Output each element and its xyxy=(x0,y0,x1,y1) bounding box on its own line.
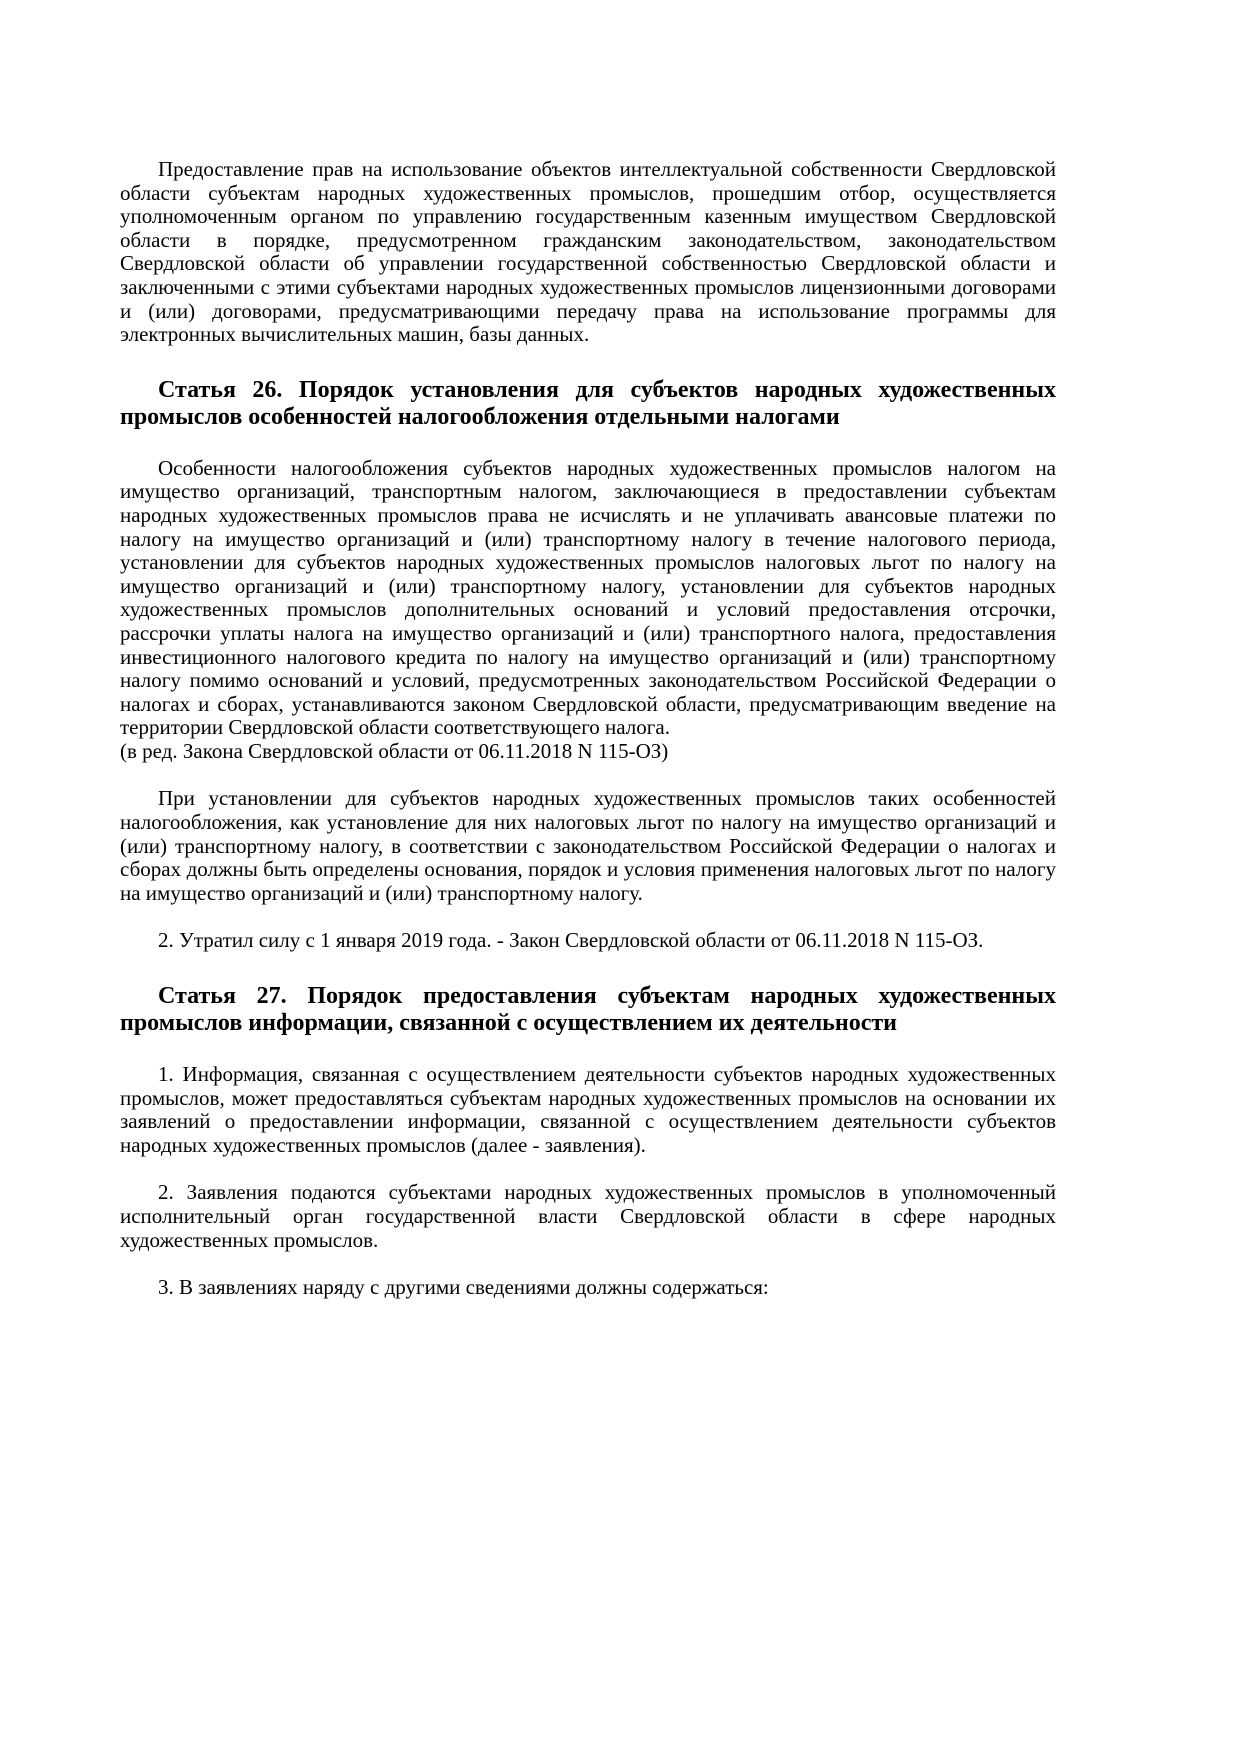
paragraph-item-1: 1. Информация, связанная с осуществлением деятельности субъектов народных художественных промыслов, может предоставляться субъектам народных художественных промыслов на основании их заявлений о предоставлении информации, связанной с осуществлением деятельности субъектов народных художественных промыслов (далее - заявления). xyxy=(120,1062,1056,1157)
paragraph-ip-rights: Предоставление прав на использование объектов интеллектуальной собственности Свердловской области субъектам народных художественных промыслов, прошедшим отбор, осуществляется уполномоченным органом по управлению государственным казенным имуществом Свердловской области в порядке, предусмотренном гражданским законодательством, законодательством Свердловской области об управлении государственной собственностью Свердловской области и заключенными с этими субъектами народных художественных промыслов лицензионными договорами и (или) договорами, предусматривающими передачу права на использование программы для электронных вычислительных машин, базы данных. xyxy=(120,157,1056,347)
paragraph-item-3: 3. В заявлениях наряду с другими сведениями должны содержаться: xyxy=(158,1275,769,1300)
document-page xyxy=(120,158,1056,1300)
paragraph-repealed-item-2: 2. Утратил силу с 1 января 2019 года. - Закон Свердловской области от 06.11.2018 N 115-ОЗ. xyxy=(158,928,984,953)
article-27-heading: Статья 27. Порядок предоставления субъектам народных художественных промыслов информации, связанной с осуществлением их деятельности xyxy=(120,983,1056,1037)
paragraph-item-2: 2. Заявления подаются субъектами народных художественных промыслов в уполномоченный исполнительный орган государственной власти Свердловской области в сфере народных художественных промыслов. xyxy=(120,1180,1056,1252)
paragraph-tax-benefits: При установлении для субъектов народных художественных промыслов таких особенностей налогообложения, как установление для них налоговых льгот по налогу на имущество организаций и (или) транспортному налогу, в соответствии с законодательством Российской Федерации о налогах и сборах должны быть определены основания, порядок и условия применения налоговых льгот по налогу на имущество организаций и (или) транспортному налогу. xyxy=(120,786,1056,905)
paragraph-tax-features: Особенности налогообложения субъектов народных художественных промыслов налогом на имущество организаций, транспортным налогом, заключающиеся в предоставлении субъектам народных художественных промыслов права не исчислять и не уплачивать авансовые платежи по налогу на имущество организаций и (или) транспортному налогу в течение налогового периода, установлении для субъектов народных художественных промыслов налоговых льгот по налогу на имущество организаций и (или) транспортному налогу, установлении для субъектов народных художественных промыслов дополнительных оснований и условий предоставления отсрочки, рассрочки уплаты налога на имущество организаций и (или) транспортного налога, предоставления инвестиционного налогового кредита по налогу на имущество организаций и (или) транспортному налогу помимо оснований и условий, предусмотренных законодательством Российской Федерации о налогах и сборах, устанавливаются законом Свердловской области, предусматривающим введение на территории Свердловской области соответствующего налога. xyxy=(120,455,1056,740)
article-26-heading: Статья 26. Порядок установления для субъектов народных художественных промыслов особенностей налогообложения отдельными налогами xyxy=(120,376,1056,430)
amendment-note: (в ред. Закона Свердловской области от 06.11.2018 N 115-ОЗ) xyxy=(120,738,669,763)
